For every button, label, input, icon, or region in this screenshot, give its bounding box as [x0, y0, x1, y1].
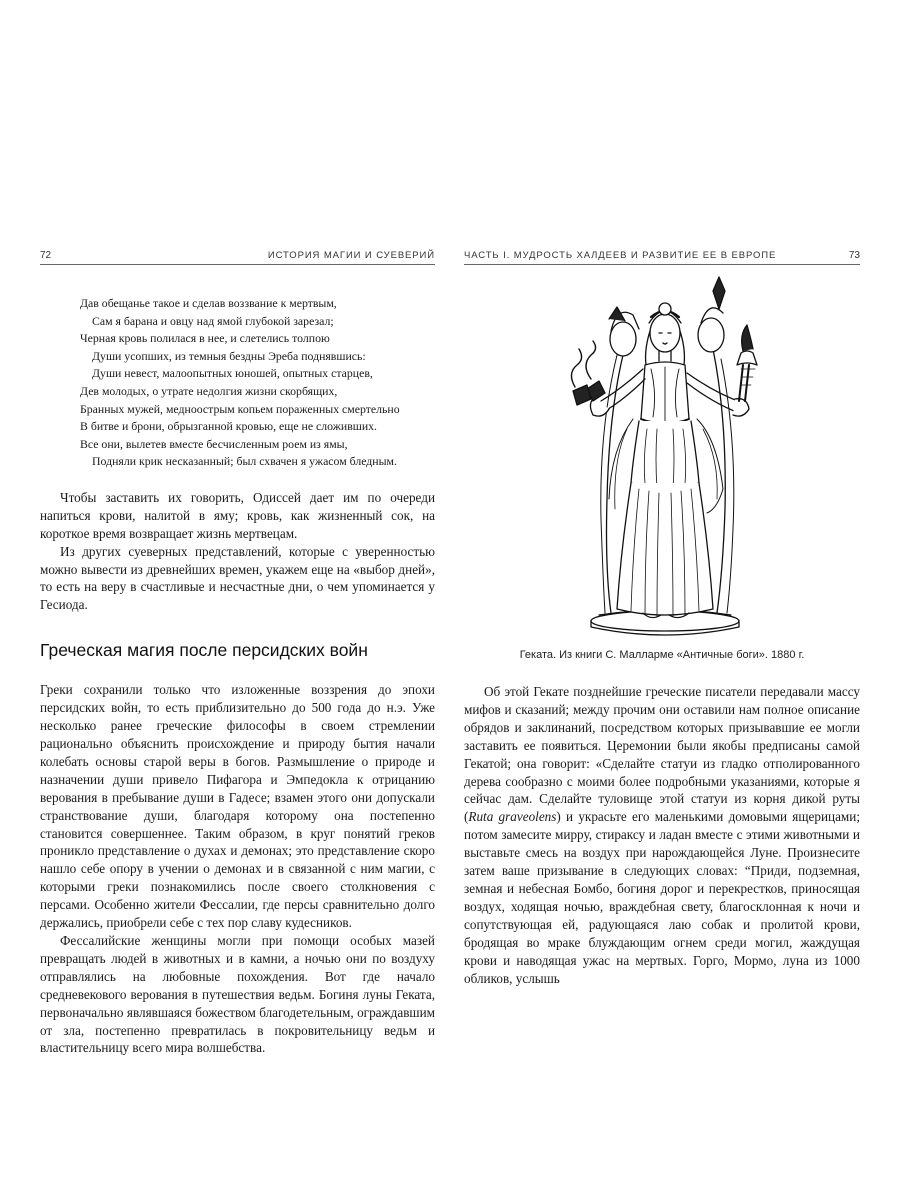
poem-line: Все они, вылетев вместе бесчисленным роем из ямы, — [80, 436, 348, 451]
hecate-statue-drawing — [547, 269, 777, 641]
paragraph — [464, 683, 860, 987]
left-page-number: 72 — [40, 250, 52, 261]
paragraph: Греки сохранили только что изложенные воззрения до эпохи персидских войн, то есть приблизительно до 500 года до н.э. Уже несколько ранее греческие философы в своем стремлении рационально объяснить происхождение и природу бытия начали колебать основы старой веры в богов. Размышление о природе и назначении души привело Пифагора и Эмпедокла к отрицанию верования в пребывание души в Гадесе; взамен этого они допускали странствование души, благодаря которому она постепенно становится совершеннее. Таким образом, в круг понятий греков проникло представление о духах и демонах; это представление скоро нашло себе опору в учении о демонах и в связанной с ним магии, с которыми греки познакомились после своего столкновения с персами. Особенно жители Фессалии, где персы сравнительно долго держались, приобрели себе с тех пор славу кудесников. — [40, 682, 435, 931]
paragraph: Из других суеверных представлений, которые с уверенностью можно вывести из древнейших времен, укажем еще на «выбор дней», то есть на веру в счастливые и несчастные дни, о чем упоминается у Гесиода. — [40, 543, 435, 613]
poem-line: Подняли крик несказанный; был схвачен я ужасом бледным. — [92, 454, 397, 469]
right-page — [464, 250, 860, 987]
paragraph: Чтобы заставить их говорить, Одиссей дает им по очереди напиться крови, налитой в яму; кровь, как жизненный сок, на короткое время возвращает жизнь мертвецам. — [40, 489, 435, 541]
paragraph: Фессалийские женщины могли при помощи особых мазей превращать людей в животных и в камни, а ночью они по воздуху отправлялись на любовные похождения. Вот где начало средневекового верования в путешествия ведьм. Богиня луны Геката, первоначально являвшаяся божеством благодетельным, ограждавшим от зла, постепенно превратилась в покровительницу ведьм и властительницу всего мира волшебства. — [40, 932, 435, 1056]
poem-line: Души невест, малоопытных юношей, опытных старцев, — [92, 366, 373, 381]
poem-line: В битве и брони, обрызганной кровью, еще не сложивших. — [80, 419, 378, 434]
poem-line: Души усопших, из темныя бездны Эреба поднявшись: — [92, 348, 366, 363]
right-running-header — [464, 250, 860, 265]
poem-line: Сам я барана и овцу над ямой глубокой зарезал; — [92, 313, 334, 328]
poem-line: Черная кровь полилася в нее, и слетелись толпою — [80, 331, 330, 346]
poem-quote — [80, 295, 435, 471]
left-running-head: ИСТОРИЯ МАГИИ И СУЕВЕРИЙ — [267, 250, 435, 261]
latin-term: Ruta graveolens — [468, 809, 557, 825]
section-heading: Греческая магия после персидских войн — [40, 640, 368, 661]
left-page — [40, 250, 435, 1057]
body-text-top — [40, 489, 435, 614]
hecate-illustration — [464, 269, 860, 649]
illustration-caption: Геката. Из книги С. Малларме «Античные боги». 1880 г. — [519, 649, 805, 661]
paragraph-text: Об этой Гекате позднейшие греческие писатели передавали массу мифов и сказаний; между прочим они оставили нам полное описание обрядов и заклинаний, посредством которых призывавшие ее могли заставить ее появиться. Церемонии были якобы предписаны самой Гекатой; она говорит: «Сделайте статуи из гладко отполированного дерева сообразно с моими более подробными указаниями, которые я сейчас дам. Сделайте туловище этой статуи из корня дикой руты ( — [464, 684, 860, 825]
left-running-header — [40, 250, 435, 265]
right-running-head: ЧАСТЬ I. МУДРОСТЬ ХАЛДЕЕВ И РАЗВИТИЕ ЕЕ В ЕВРОПЕ — [464, 250, 777, 261]
right-page-number: 73 — [848, 250, 860, 261]
paragraph-text: ) и украсьте его маленькими домовыми ящерицами; потом замесите мирру, стираксу и ладан вместе с этими животными и выставьте смесь на воздух при нарождающейся Луне. Произнесите затем ваше призывание в следующих словах: “Приди, подземная, земная и небесная Бомбо, богиня дорог и перекрестков, приносящая воздух, ходящая ночью, враждебная свету, благосклонная к ночи и сопутствующая ей, радующаяся лаю собак и пролитой крови, бродящая во мраке блуждающим огнем среди могил, жаждущая крови и наводящая ужас на мертвых. Горго, Мормо, луна из 1000 обликов, услышь — [464, 809, 860, 986]
poem-line: Дав обещанье такое и сделав воззвание к мертвым, — [80, 296, 337, 310]
poem-line: Дев молодых, о утрате недолгия жизни скорбящих, — [80, 383, 338, 398]
poem-line: Бранных мужей, медноострым копьем пораженных смертельно — [80, 401, 400, 416]
